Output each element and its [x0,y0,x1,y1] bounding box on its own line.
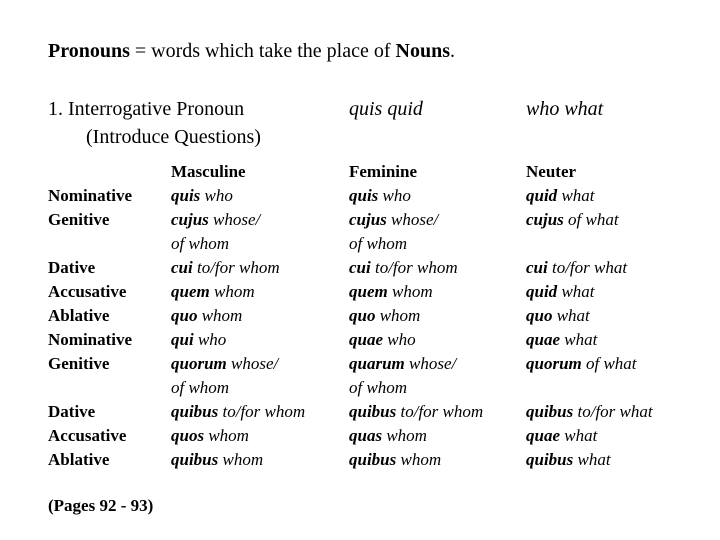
english-meaning: whom [218,450,264,469]
latin-form: cujus [171,210,209,229]
neuter-form-row [526,352,653,376]
latin-form: quis [171,186,201,205]
feminine-form-row [349,280,483,304]
title-period: . [450,40,456,62]
latin-form: quos [171,426,205,445]
page-title [48,40,455,63]
neuter-form-row [526,376,653,400]
english-meaning: whose/ [208,210,261,229]
english-meaning: who [193,330,227,349]
case-label [48,232,132,256]
english-meaning: what [552,306,590,325]
section-subheading: (Introduce Questions) [86,126,261,148]
latin-form: quibus [526,450,574,469]
feminine-form-row [349,352,483,376]
neuter-form-row [526,232,653,256]
latin-form: cujus [526,210,564,229]
latin-form: quibus [526,402,574,421]
masculine-form-row [171,304,305,328]
english-meaning: of whom [171,234,230,253]
latin-form: quae [526,426,560,445]
english-meaning: what [560,426,598,445]
english-meaning: of what [581,354,637,373]
english-meaning: whose/ [226,354,279,373]
feminine-form-row [349,424,483,448]
latin-form: quas [349,426,383,445]
english-meaning: what [557,186,595,205]
feminine-column [349,160,483,472]
latin-form: quibus [349,402,397,421]
masculine-form-row [171,208,305,232]
latin-form: cui [349,258,371,277]
masculine-form-row [171,400,305,424]
feminine-form-row [349,184,483,208]
neuter-form-row [526,208,653,232]
case-label [48,376,132,400]
latin-form: quibus [171,450,219,469]
english-meaning: who [378,186,411,205]
english-meaning: whom [387,282,433,301]
english-meaning: what [560,330,598,349]
english-meaning: whom [375,306,421,325]
neuter-form-row [526,328,653,352]
latin-form: quibus [171,402,219,421]
latin-form: cujus [349,210,387,229]
latin-form: quae [526,330,560,349]
neuter-form-row [526,280,653,304]
case-label: Accusative [48,426,127,445]
feminine-form-row [349,304,483,328]
english-meaning: who [383,330,416,349]
feminine-form-row [349,328,483,352]
case-labels-column [48,184,132,472]
english-meaning: what [573,450,611,469]
latin-form: qui [171,330,194,349]
case-label: Ablative [48,450,110,469]
english-meaning: of whom [349,234,408,253]
title-text: = words which take the place of [129,40,396,62]
feminine-form-row [349,256,483,280]
neuter-form-row [526,424,653,448]
masculine-column [171,160,305,472]
latin-form: quem [171,282,210,301]
english-meaning: to/for whom [396,402,484,421]
english-meaning: whose/ [404,354,457,373]
masculine-form-row [171,184,305,208]
english-meaning: who [200,186,233,205]
latin-form: cui [171,258,193,277]
feminine-form-row [349,376,483,400]
english-meaning: of what [563,210,619,229]
masculine-form-row [171,448,305,472]
masculine-form-row [171,424,305,448]
english-meaning: whom [209,282,255,301]
latin-form: quo [526,306,553,325]
latin-form: quid [526,186,558,205]
english-meaning: to/for whom [192,258,280,277]
english-meaning: to/for what [573,402,653,421]
title-bold-nouns: Nouns [395,40,451,62]
latin-form: quo [171,306,198,325]
neuter-form-row [526,184,653,208]
english-meaning: of whom [349,378,408,397]
english-meaning: whom [396,450,442,469]
latin-form: quid [526,282,558,301]
neuter-header: Neuter [526,162,577,181]
neuter-form-row [526,448,653,472]
latin-form: quis [349,186,379,205]
english-meaning: to/for what [547,258,628,277]
neuter-form-row [526,256,653,280]
masculine-form-row [171,328,305,352]
heading-english-forms: who what [526,98,604,120]
masculine-header: Masculine [171,162,246,181]
latin-form: quarum [349,354,405,373]
case-label: Nominative [48,186,133,205]
neuter-form-row [526,304,653,328]
latin-form: quibus [349,450,397,469]
latin-form: quorum [171,354,227,373]
masculine-form-row [171,232,305,256]
english-meaning: whom [197,306,243,325]
heading-latin-forms: quis quid [349,98,423,120]
case-label: Ablative [48,306,110,325]
neuter-column [526,160,653,472]
case-label: Nominative [48,330,133,349]
english-meaning: of whom [171,378,230,397]
latin-form: cui [526,258,548,277]
english-meaning: whose/ [386,210,439,229]
feminine-form-row [349,232,483,256]
feminine-form-row [349,448,483,472]
case-label: Dative [48,402,96,421]
latin-form: quorum [526,354,582,373]
feminine-form-row [349,208,483,232]
section-heading: 1. Interrogative Pronoun [48,98,245,120]
neuter-form-row [526,400,653,424]
masculine-form-row [171,376,305,400]
case-label: Accusative [48,282,127,301]
case-label: Genitive [48,354,110,373]
feminine-header: Feminine [349,162,417,181]
english-meaning: what [557,282,595,301]
masculine-form-row [171,256,305,280]
page-reference: (Pages 92 - 93) [48,496,154,515]
title-bold-pronouns: Pronouns [48,40,130,62]
masculine-form-row [171,352,305,376]
case-label: Dative [48,258,96,277]
case-label: Genitive [48,210,110,229]
latin-form: quae [349,330,383,349]
english-meaning: to/for whom [218,402,306,421]
latin-form: quo [349,306,376,325]
masculine-form-row [171,280,305,304]
english-meaning: whom [204,426,249,445]
feminine-form-row [349,400,483,424]
english-meaning: to/for whom [370,258,458,277]
english-meaning: whom [382,426,427,445]
latin-form: quem [349,282,388,301]
